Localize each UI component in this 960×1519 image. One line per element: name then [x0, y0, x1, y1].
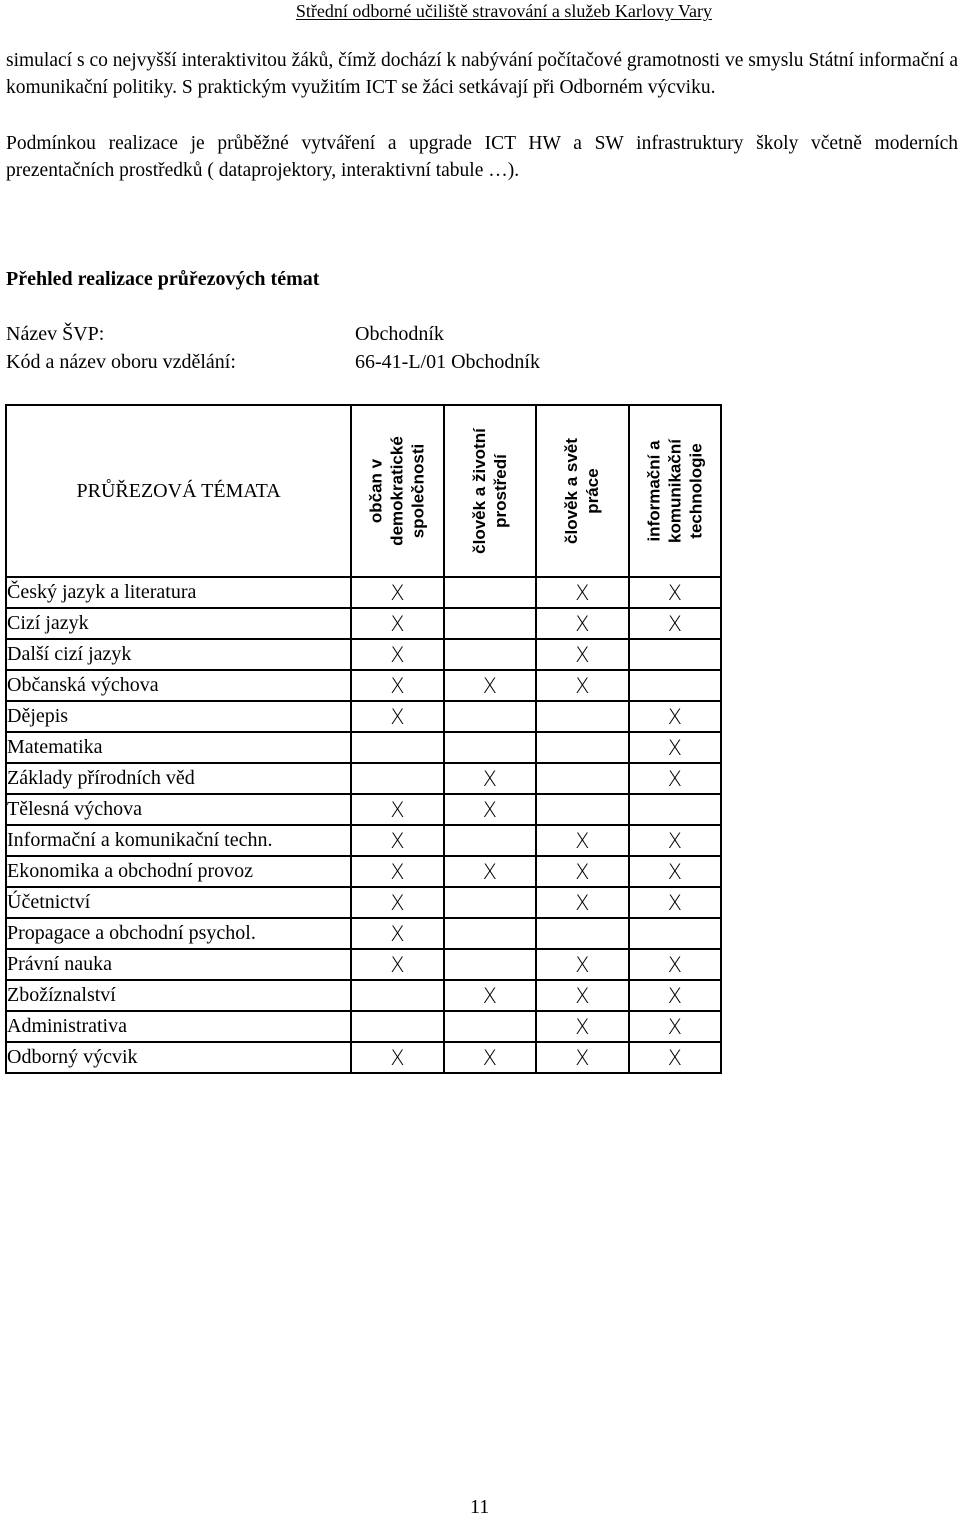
column-header-text: informační a komunikační technologie — [644, 439, 706, 543]
mark-cell: X — [629, 701, 721, 732]
intro-paragraph-1: simulací s co nejvyšší interaktivitou žáků, čímž dochází k nabývání počítačové gramotnosti ve smyslu Státní informační a komunikační politiky. S praktickým využitím ICT se žáci setkávají při Odborném výcviku. — [6, 50, 958, 98]
mark-cell: X — [444, 763, 536, 794]
mark-cell: X — [351, 670, 443, 701]
table-row — [6, 701, 721, 732]
mark-cell — [536, 701, 628, 732]
subject-cell: Propagace a obchodní psychol. — [6, 918, 351, 949]
column-header-environment — [444, 405, 536, 577]
column-header-work — [536, 405, 628, 577]
table-corner-label: PRŮŘEZOVÁ TÉMATA — [6, 405, 351, 577]
subject-cell: Ekonomika a obchodní provoz — [6, 856, 351, 887]
mark-cell — [629, 918, 721, 949]
mark-cell — [444, 825, 536, 856]
mark-cell: X — [351, 918, 443, 949]
mark-cell — [629, 794, 721, 825]
page-number: 11 — [470, 1496, 490, 1518]
mark-cell: X — [351, 949, 443, 980]
mark-cell: X — [351, 856, 443, 887]
subject-cell: Občanská výchova — [6, 670, 351, 701]
mark-cell: X — [536, 608, 628, 639]
table-row — [6, 639, 721, 670]
mark-cell — [536, 763, 628, 794]
mark-cell: X — [444, 980, 536, 1011]
field-value: 66-41-L/01 Obchodník — [355, 351, 540, 373]
mark-cell: X — [351, 825, 443, 856]
subject-cell: Cizí jazyk — [6, 608, 351, 639]
table-row — [6, 1042, 721, 1073]
subject-cell: Matematika — [6, 732, 351, 763]
intro-paragraph-2: Podmínkou realizace je průběžné vytváření a upgrade ICT HW a SW infrastruktury školy včetně moderních prezentačních prostředků ( dataprojektory, interaktivní tabule …). — [6, 133, 958, 181]
mark-cell: X — [536, 1011, 628, 1042]
table-row — [6, 670, 721, 701]
subject-cell: Informační a komunikační techn. — [6, 825, 351, 856]
table-row — [6, 825, 721, 856]
column-header-text: občan v demokratické společnosti — [366, 436, 428, 546]
mark-cell — [629, 639, 721, 670]
subject-cell: Administrativa — [6, 1011, 351, 1042]
mark-cell — [351, 763, 443, 794]
mark-cell: X — [629, 1042, 721, 1073]
mark-cell — [351, 980, 443, 1011]
mark-cell — [444, 887, 536, 918]
mark-cell: X — [536, 949, 628, 980]
mark-cell: X — [444, 794, 536, 825]
mark-cell: X — [536, 639, 628, 670]
mark-cell: X — [629, 577, 721, 608]
table-row — [6, 763, 721, 794]
mark-cell — [536, 732, 628, 763]
mark-cell: X — [629, 608, 721, 639]
mark-cell: X — [629, 856, 721, 887]
svp-value: Obchodník — [355, 323, 444, 345]
subject-cell: Zbožíznalství — [6, 980, 351, 1011]
mark-cell — [351, 732, 443, 763]
mark-cell — [444, 701, 536, 732]
column-header-text: člověk a životní prostředí — [469, 428, 510, 554]
mark-cell — [444, 577, 536, 608]
table-row — [6, 794, 721, 825]
table-row — [6, 949, 721, 980]
table-row — [6, 577, 721, 608]
table-header-row — [6, 405, 721, 577]
mark-cell: X — [536, 1042, 628, 1073]
field-label: Kód a název oboru vzdělání: — [6, 351, 236, 373]
table-row — [6, 856, 721, 887]
mark-cell: X — [629, 887, 721, 918]
subject-cell: Český jazyk a literatura — [6, 577, 351, 608]
mark-cell: X — [629, 980, 721, 1011]
mark-cell — [444, 608, 536, 639]
mark-cell: X — [629, 949, 721, 980]
mark-cell: X — [351, 701, 443, 732]
mark-cell: X — [444, 856, 536, 887]
table-row — [6, 1011, 721, 1042]
mark-cell — [629, 670, 721, 701]
mark-cell — [536, 918, 628, 949]
mark-cell: X — [351, 608, 443, 639]
subject-cell: Odborný výcvik — [6, 1042, 351, 1073]
mark-cell: X — [351, 577, 443, 608]
mark-cell — [444, 1011, 536, 1042]
subject-cell: Základy přírodních věd — [6, 763, 351, 794]
table-row — [6, 732, 721, 763]
cross-curricular-themes-table — [5, 404, 722, 1074]
table-row — [6, 918, 721, 949]
section-heading: Přehled realizace průřezových témat — [6, 268, 320, 290]
mark-cell — [444, 918, 536, 949]
subject-cell: Právní nauka — [6, 949, 351, 980]
column-header-text: člověk a svět práce — [562, 438, 603, 544]
subject-cell: Další cizí jazyk — [6, 639, 351, 670]
mark-cell — [444, 949, 536, 980]
mark-cell: X — [351, 1042, 443, 1073]
svp-label: Název ŠVP: — [6, 323, 105, 345]
column-header-ict — [629, 405, 721, 577]
mark-cell — [536, 794, 628, 825]
subject-cell: Tělesná výchova — [6, 794, 351, 825]
mark-cell: X — [629, 763, 721, 794]
mark-cell — [444, 639, 536, 670]
mark-cell: X — [351, 639, 443, 670]
mark-cell: X — [629, 825, 721, 856]
mark-cell: X — [444, 1042, 536, 1073]
mark-cell: X — [629, 1011, 721, 1042]
mark-cell: X — [351, 887, 443, 918]
mark-cell: X — [536, 887, 628, 918]
mark-cell — [444, 732, 536, 763]
mark-cell: X — [536, 825, 628, 856]
mark-cell: X — [444, 670, 536, 701]
mark-cell: X — [536, 577, 628, 608]
mark-cell: X — [536, 980, 628, 1011]
mark-cell: X — [536, 670, 628, 701]
mark-cell: X — [351, 794, 443, 825]
table-row — [6, 980, 721, 1011]
subject-cell: Účetnictví — [6, 887, 351, 918]
mark-cell — [351, 1011, 443, 1042]
table-row — [6, 887, 721, 918]
page-header: Střední odborné učiliště stravování a služeb Karlovy Vary — [295, 1, 712, 21]
mark-cell: X — [536, 856, 628, 887]
column-header-citizen — [351, 405, 443, 577]
mark-cell: X — [629, 732, 721, 763]
subject-cell: Dějepis — [6, 701, 351, 732]
table-row — [6, 608, 721, 639]
